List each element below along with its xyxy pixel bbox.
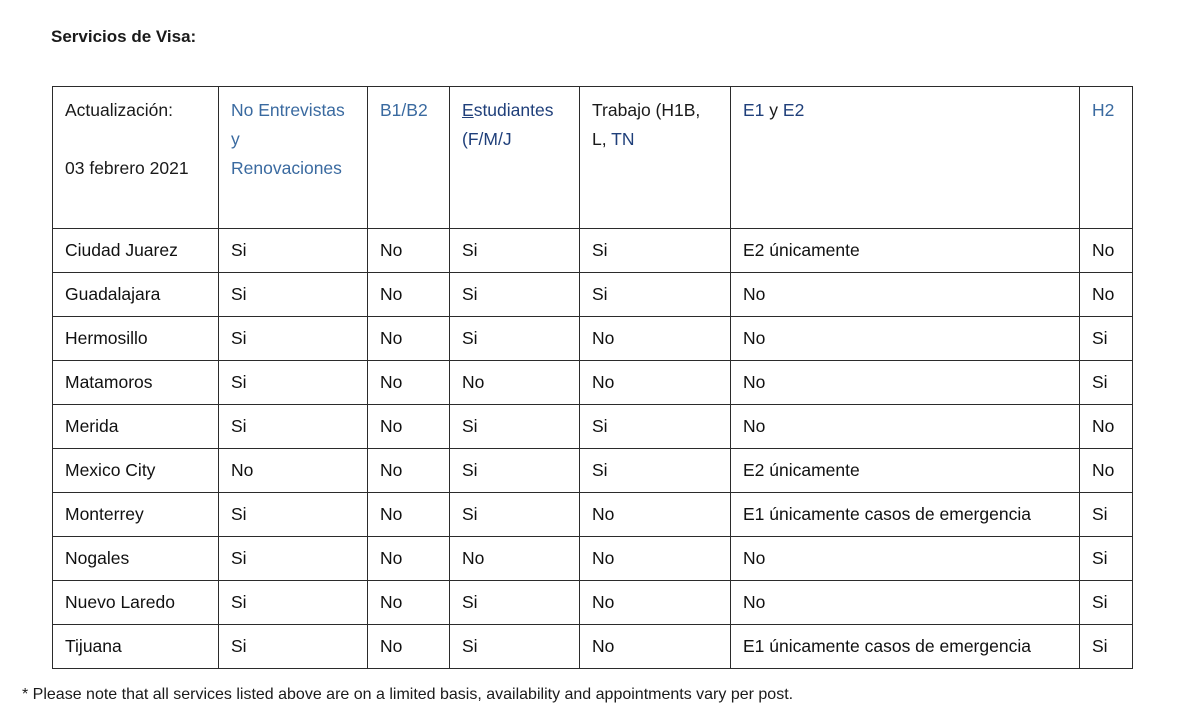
header-work-tn-link[interactable]: TN	[611, 129, 635, 149]
table-row	[53, 229, 1133, 273]
cell-students: Si	[450, 581, 580, 625]
cell-b1b2: No	[368, 361, 450, 405]
cell-city: Merida	[53, 405, 219, 449]
cell-b1b2: No	[368, 581, 450, 625]
cell-b1b2: No	[368, 229, 450, 273]
cell-students: No	[450, 537, 580, 581]
cell-city: Ciudad Juarez	[53, 229, 219, 273]
cell-work: Si	[580, 229, 731, 273]
table-row	[53, 493, 1133, 537]
cell-work: Si	[580, 405, 731, 449]
cell-city: Tijuana	[53, 625, 219, 669]
cell-city: Mexico City	[53, 449, 219, 493]
header-work	[580, 87, 731, 229]
page-title: Servicios de Visa:	[51, 27, 197, 46]
cell-no-interview: Si	[219, 317, 368, 361]
header-students-initial: E	[462, 100, 474, 120]
footnote: * Please note that all services listed above are on a limited basis, availability and appointments vary per post.	[22, 686, 794, 703]
cell-no-interview: Si	[219, 493, 368, 537]
header-h2	[1080, 87, 1133, 229]
table-row	[53, 449, 1133, 493]
cell-no-interview: Si	[219, 581, 368, 625]
cell-h2: Si	[1080, 493, 1133, 537]
cell-b1b2: No	[368, 493, 450, 537]
cell-work: Si	[580, 449, 731, 493]
cell-b1b2: No	[368, 625, 450, 669]
cell-work: No	[580, 537, 731, 581]
header-e1e2	[731, 87, 1080, 229]
cell-work: No	[580, 625, 731, 669]
cell-students: No	[450, 361, 580, 405]
cell-e1e2: No	[731, 537, 1080, 581]
header-update-date	[53, 87, 219, 229]
cell-e1e2: E2 únicamente	[731, 229, 1080, 273]
table-header-row	[53, 87, 1133, 229]
cell-e1e2: No	[731, 405, 1080, 449]
header-no-interview	[219, 87, 368, 229]
cell-b1b2: No	[368, 449, 450, 493]
cell-work: Si	[580, 273, 731, 317]
cell-students: Si	[450, 405, 580, 449]
cell-e1e2: E1 únicamente casos de emergencia	[731, 493, 1080, 537]
header-no-interview-label: No Entrevistas y Renovaciones	[231, 100, 345, 178]
cell-h2: Si	[1080, 317, 1133, 361]
cell-work: No	[580, 581, 731, 625]
cell-no-interview: Si	[219, 537, 368, 581]
cell-e1e2: No	[731, 581, 1080, 625]
cell-b1b2: No	[368, 405, 450, 449]
cell-e1e2: No	[731, 273, 1080, 317]
header-update-value: 03 febrero 2021	[65, 158, 189, 178]
cell-work: No	[580, 317, 731, 361]
cell-b1b2: No	[368, 317, 450, 361]
cell-h2: Si	[1080, 361, 1133, 405]
cell-city: Nogales	[53, 537, 219, 581]
cell-no-interview: No	[219, 449, 368, 493]
cell-b1b2: No	[368, 273, 450, 317]
header-h2-label: H2	[1092, 100, 1115, 120]
cell-work: No	[580, 361, 731, 405]
table-row	[53, 625, 1133, 669]
cell-no-interview: Si	[219, 361, 368, 405]
table-row	[53, 317, 1133, 361]
table-row	[53, 361, 1133, 405]
header-students-label: studiantes (F/M/J	[462, 100, 554, 149]
header-e1e2-conj: y	[764, 100, 783, 120]
header-students	[450, 87, 580, 229]
cell-no-interview: Si	[219, 625, 368, 669]
cell-h2: Si	[1080, 625, 1133, 669]
cell-h2: Si	[1080, 537, 1133, 581]
header-b1b2-label: B1/B2	[380, 100, 428, 120]
table-body	[53, 229, 1133, 669]
cell-b1b2: No	[368, 537, 450, 581]
header-work-label: Trabajo (H1B, L,	[592, 100, 701, 149]
cell-city: Guadalajara	[53, 273, 219, 317]
table-row	[53, 273, 1133, 317]
cell-h2: Si	[1080, 581, 1133, 625]
header-update-label: Actualización:	[65, 100, 173, 120]
cell-no-interview: Si	[219, 229, 368, 273]
cell-city: Monterrey	[53, 493, 219, 537]
cell-students: Si	[450, 229, 580, 273]
cell-students: Si	[450, 317, 580, 361]
cell-city: Matamoros	[53, 361, 219, 405]
cell-e1e2: E2 únicamente	[731, 449, 1080, 493]
table-row	[53, 537, 1133, 581]
cell-students: Si	[450, 493, 580, 537]
cell-h2: No	[1080, 405, 1133, 449]
header-e1-link[interactable]: E1	[743, 100, 765, 120]
cell-no-interview: Si	[219, 273, 368, 317]
table-row	[53, 581, 1133, 625]
cell-e1e2: No	[731, 317, 1080, 361]
cell-students: Si	[450, 625, 580, 669]
cell-city: Hermosillo	[53, 317, 219, 361]
cell-h2: No	[1080, 449, 1133, 493]
cell-e1e2: No	[731, 361, 1080, 405]
cell-students: Si	[450, 449, 580, 493]
header-e2-link[interactable]: E2	[782, 100, 805, 120]
cell-no-interview: Si	[219, 405, 368, 449]
cell-h2: No	[1080, 229, 1133, 273]
table-row	[53, 405, 1133, 449]
cell-students: Si	[450, 273, 580, 317]
header-b1b2	[368, 87, 450, 229]
cell-e1e2: E1 únicamente casos de emergencia	[731, 625, 1080, 669]
cell-work: No	[580, 493, 731, 537]
cell-city: Nuevo Laredo	[53, 581, 219, 625]
visa-services-table	[52, 86, 1133, 669]
cell-h2: No	[1080, 273, 1133, 317]
